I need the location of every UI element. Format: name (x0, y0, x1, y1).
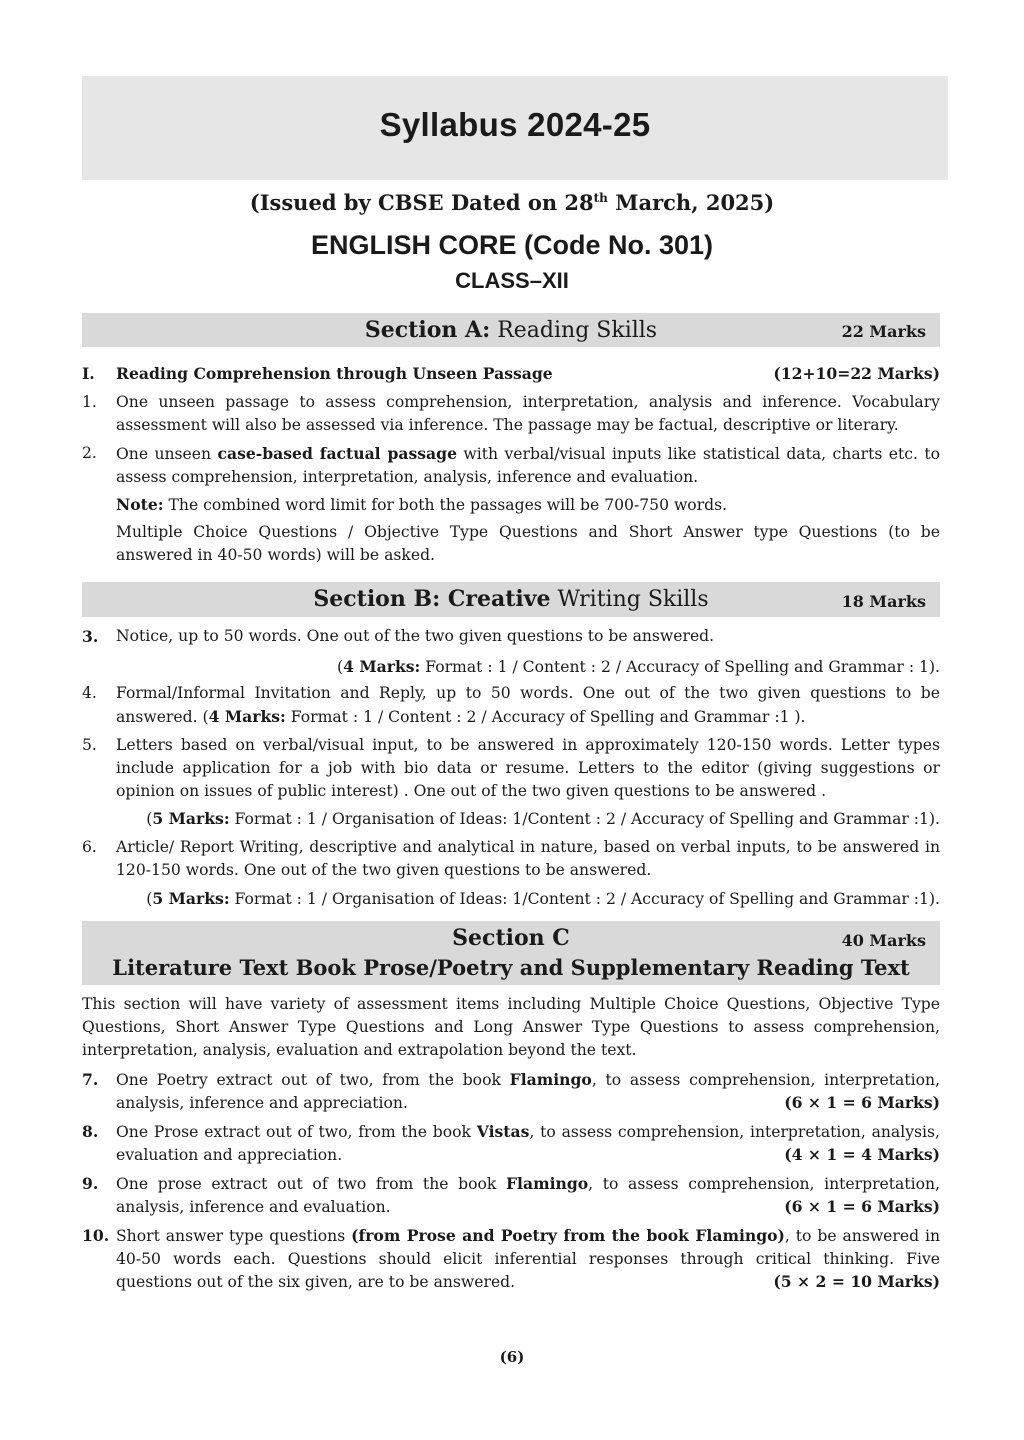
item-text-bold: Flamingo (505, 1174, 589, 1193)
item-marks: (4 × 1 = 4 Marks) (784, 1145, 940, 1164)
marks-rest: Format : 1 / Organisation of Ideas: 1/Content : 2 / Accuracy of Spelling and Grammar :1). (229, 810, 940, 828)
list-item (82, 682, 940, 729)
section-b-marks: 18 Marks (841, 592, 926, 611)
heading-number: I. (82, 364, 95, 383)
item-number: 8. (82, 1122, 99, 1141)
item-text: Letters based on verbal/visual input, to be answered in approximately 120-150 words. Letter types include application for a job with bio data or resume. Letters to the editor (giving suggestions or opinion on issues of public interest) . One out of the two given questions to be answered . (116, 736, 940, 800)
item-number: 10. (82, 1226, 110, 1245)
mcq-paragraph (82, 521, 940, 567)
item-text: , to assess comprehension, interpretation, analysis, inference and appreciation. (116, 1071, 940, 1112)
marks-breakdown (82, 655, 940, 679)
list-item (82, 734, 940, 803)
issued-sup: th (593, 191, 608, 205)
issued-prefix: (Issued by CBSE Dated on 28 (249, 190, 594, 215)
item-text-bold: (from Prose and Poetry from the book Flamingo) (351, 1226, 785, 1245)
item-text: Short answer type questions (116, 1227, 352, 1245)
marks-bold: 5 Marks: (152, 889, 230, 908)
paren: ( (146, 810, 153, 828)
section-b-title-bold: Section B: Creative (313, 586, 551, 612)
section-b-title (82, 586, 940, 612)
issued-line (0, 190, 1024, 215)
section-a-title (82, 317, 940, 343)
item-marks: (6 × 1 = 6 Marks) (784, 1093, 940, 1112)
item-text-bold: Flamingo (509, 1070, 592, 1089)
item-text: Formal/Informal Invitation and Reply, up to 50 words. One out of the two given questions to be answered. ( (116, 684, 940, 726)
section-c-intro: This section will have variety of assessment items including Multiple Choice Questions, Objective Type Questions, Short Answer Type Questions and Long Answer Type Questions to assess comprehension, interpretation, analysis, evaluation and extrapolation beyond the text. (82, 995, 940, 1059)
section-c-marks: 40 Marks (841, 931, 926, 950)
item-text: Notice, up to 50 words. One out of the two given questions to be answered. (116, 627, 715, 645)
page-number: (6) (499, 1348, 525, 1366)
item-number: 6. (82, 838, 97, 856)
list-item (82, 836, 940, 882)
note (82, 493, 940, 517)
marks-bold: 5 Marks: (152, 809, 230, 828)
marks-breakdown (82, 807, 940, 831)
marks-rest: Format : 1 / Organisation of Ideas: 1/Content : 2 / Accuracy of Spelling and Grammar :1). (229, 890, 940, 908)
section-a-title-rest: Reading Skills (490, 318, 658, 343)
section-c-subtitle: Literature Text Book Prose/Poetry and Supplementary Reading Text (112, 955, 910, 980)
heading-text: Reading Comprehension through Unseen Passage (116, 364, 553, 383)
marks-bold: 4 Marks: (208, 707, 286, 726)
page-title: Syllabus 2024-25 (379, 106, 651, 143)
item-text-bold: Vistas (476, 1122, 530, 1141)
section-b-title-rest: Writing Skills (550, 587, 709, 612)
section-c-title: Section C (452, 925, 570, 951)
item-text-bold: case-based factual passage (217, 444, 457, 463)
section-a-title-bold: Section A: (364, 317, 491, 343)
item-text: One Prose extract out of two, from the book (116, 1123, 477, 1141)
list-item (82, 391, 940, 437)
marks-bold: 4 Marks: (343, 657, 421, 676)
section-a-marks: 22 Marks (841, 322, 926, 341)
issued-suffix: March, 2025) (607, 190, 775, 215)
item-marks: (5 × 2 = 10 Marks) (773, 1272, 940, 1291)
marks-rest: Format : 1 / Content : 2 / Accuracy of Spelling and Grammar : 1). (420, 658, 940, 676)
paren: ( (146, 890, 153, 908)
marks-breakdown (82, 887, 940, 911)
marks-rest: Format : 1 / Content : 2 / Accuracy of Spelling and Grammar :1 ). (285, 708, 806, 726)
section-c-header (82, 921, 940, 985)
section-b-header (82, 582, 940, 617)
note-label: Note: (116, 495, 164, 514)
item-text: One unseen (116, 445, 218, 463)
item-text: One Poetry extract out of two, from the book (116, 1071, 510, 1089)
item-number: 1. (82, 393, 97, 411)
note-text: The combined word limit for both the passages will be 700-750 words. (163, 496, 728, 514)
item-text: One unseen passage to assess comprehension, interpretation, analysis and inference. Vocabulary assessment will also be assessed via inference. The passage may be factual, descriptive or literary. (116, 393, 940, 434)
item-text: Article/ Report Writing, descriptive and analytical in nature, based on verbal inputs, to be answered in 120-150 words. One out of the two given questions to be answered. (116, 838, 940, 879)
item-number: 2. (82, 444, 97, 462)
mcq-text: Multiple Choice Questions / Objective Type Questions and Short Answer type Questions (to be answered in 40-50 words) will be asked. (116, 523, 940, 564)
section-a-heading (82, 362, 940, 385)
item-number: 9. (82, 1174, 99, 1193)
item-number: 3. (82, 627, 99, 646)
list-item (82, 625, 940, 648)
item-text: with verbal/visual inputs like statistical data, charts etc. to assess comprehension, interpretation, analysis, inference and evaluation. (116, 445, 940, 486)
section-a-header (82, 313, 940, 347)
class-label: CLASS–XII (455, 268, 569, 293)
item-marks: (6 × 1 = 6 Marks) (784, 1197, 940, 1216)
item-number: 4. (82, 684, 97, 702)
item-text: , to be answered in 40-50 words each. Questions should elicit inferential responses through critical thinking. Five questions out of the six given, are to be answered. (116, 1227, 941, 1291)
heading-marks: (12+10=22 Marks) (773, 364, 940, 383)
item-text: One prose extract out of two from the book (116, 1175, 506, 1193)
list-item (82, 442, 940, 489)
item-number: 5. (82, 736, 97, 754)
paren: ( (336, 658, 344, 676)
item-number: 7. (82, 1070, 99, 1089)
title-banner (82, 76, 948, 180)
item-text: , to assess comprehension, interpretation, analysis, inference and evaluation. (116, 1175, 940, 1216)
item-text: , to assess comprehension, interpretation, analysis, evaluation and appreciation. (116, 1123, 940, 1164)
course-title: ENGLISH CORE (Code No. 301) (310, 230, 714, 260)
